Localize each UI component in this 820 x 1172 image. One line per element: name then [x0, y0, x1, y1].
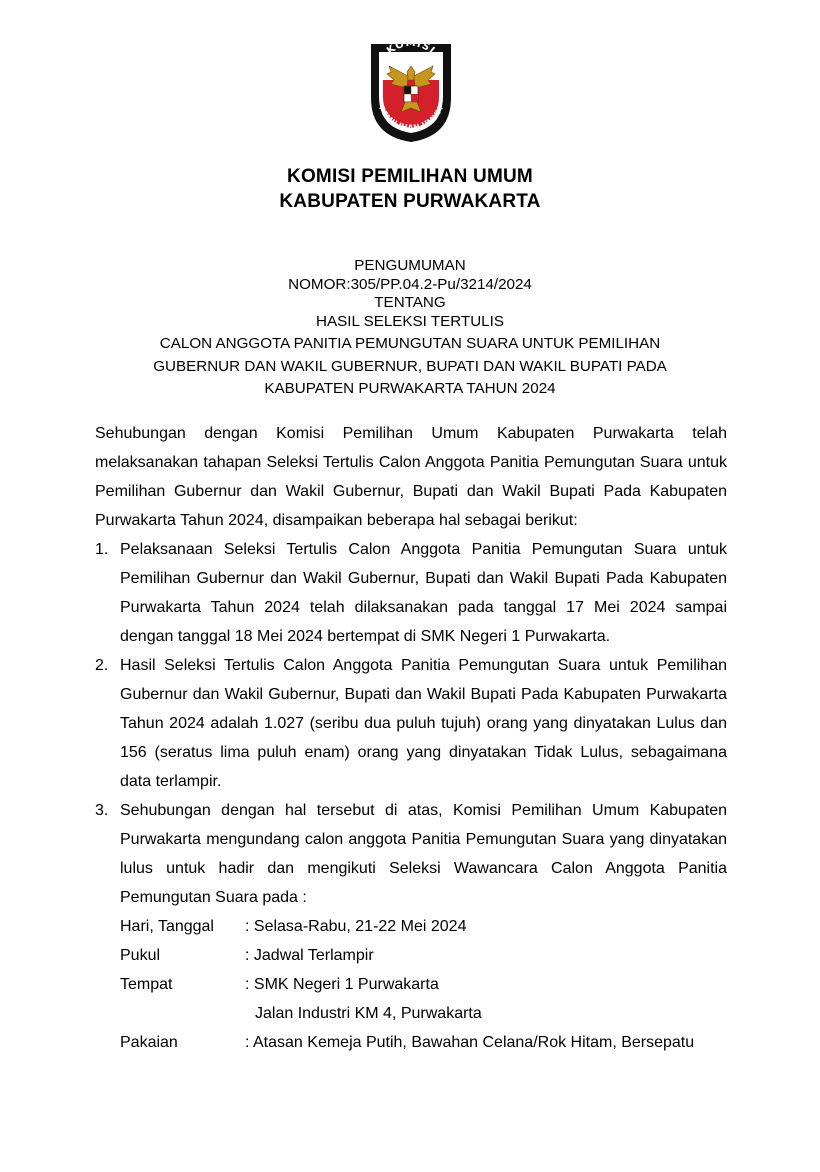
title-pengumuman: PENGUMUMAN — [354, 257, 466, 274]
list-item — [95, 651, 727, 796]
list-item-number: 2. — [95, 657, 109, 674]
list-item-text: Sehubungan dengan hal tersebut di atas, Komisi Pemilihan Umum Kabupaten Purwakarta mengundang calon anggota Panitia Pemungutan Suara yang dinyatakan lulus untuk hadir dan mengikuti Seleksi Wawancara Calon Anggota Panitia Pemungutan Suara pada : — [120, 802, 727, 906]
title-tentang: TENTANG — [374, 294, 446, 311]
schedule-value: : Selasa-Rabu, 21-22 Mei 2024 — [245, 918, 467, 935]
list-item-text: Hasil Seleksi Tertulis Calon Anggota Panitia Pemungutan Suara untuk Pemilihan Gubernur dan Wakil Gubernur, Bupati dan Wakil Bupati Pada Kabupaten Purwakarta Tahun 2024 adalah 1.027 (seribu dua puluh tujuh) orang yang dinyatakan Lulus dan 156 (seratus lima puluh enam) orang yang dinyatakan Tidak Lulus, sebagaimana data terlampir. — [120, 657, 727, 790]
title-line4: KABUPATEN PURWAKARTA TAHUN 2024 — [264, 380, 556, 397]
logo-top-text: KOMISI — [385, 37, 438, 57]
list-item-number: 1. — [95, 541, 109, 558]
intro-paragraph: Sehubungan dengan Komisi Pemilihan Umum Kabupaten Purwakarta telah melaksanakan tahapan Seleksi Tertulis Calon Anggota Panitia Pemungutan Suara untuk Pemilihan Gubernur dan Wakil Gubernur, Bupati dan Wakil Bupati Pada Kabupaten Purwakarta Tahun 2024, disampaikan beberapa hal sebagai berikut: — [95, 425, 727, 529]
kpu-logo — [361, 36, 461, 146]
schedule-label: Pakaian — [120, 1034, 178, 1051]
list-item-number: 3. — [95, 802, 109, 819]
schedule-label: Pukul — [120, 947, 161, 964]
schedule-row-address — [120, 999, 727, 1028]
schedule-label: Tempat — [120, 976, 173, 993]
schedule-row-dress — [120, 1028, 727, 1057]
title-line2: CALON ANGGOTA PANITIA PEMUNGUTAN SUARA UNTUK PEMILIHAN — [159, 335, 661, 352]
schedule-row-place — [120, 970, 727, 999]
schedule-value: Jalan Industri KM 4, Purwakarta — [255, 1005, 482, 1022]
title-nomor: NOMOR:305/PP.04.2-Pu/3214/2024 — [288, 276, 532, 293]
list-item — [95, 796, 727, 1057]
schedule-value: : Atasan Kemeja Putih, Bawahan Celana/Rok Hitam, Bersepatu — [245, 1034, 695, 1051]
schedule-value: : SMK Negeri 1 Purwakarta — [245, 976, 439, 993]
schedule-value: : Jadwal Terlampir — [245, 947, 374, 964]
announcement-list — [95, 535, 727, 1057]
title-line3: GUBERNUR DAN WAKIL GUBERNUR, BUPATI DAN WAKIL BUPATI PADA — [153, 358, 667, 375]
list-item-text: Pelaksanaan Seleksi Tertulis Calon Anggota Panitia Pemungutan Suara untuk Pemilihan Gubernur dan Wakil Gubernur, Bupati dan Wakil Bupati Pada Kabupaten Purwakarta Tahun 2024 telah dilaksanakan pada tanggal 17 Mei 2024 sampai dengan tanggal 18 Mei 2024 bertempat di SMK Negeri 1 Purwakarta. — [120, 541, 727, 645]
list-item — [95, 535, 727, 651]
org-name-line2: KABUPATEN PURWAKARTA — [279, 191, 541, 212]
logo-bottom-text: PEMILIHAN UMUM — [376, 104, 446, 133]
title-line1: HASIL SELEKSI TERTULIS — [316, 313, 504, 330]
schedule-row-date — [120, 912, 727, 941]
org-name-line1: KOMISI PEMILIHAN UMUM — [287, 166, 533, 187]
schedule-label: Hari, Tanggal — [120, 918, 214, 935]
schedule-row-time — [120, 941, 727, 970]
schedule-block — [120, 912, 727, 1057]
